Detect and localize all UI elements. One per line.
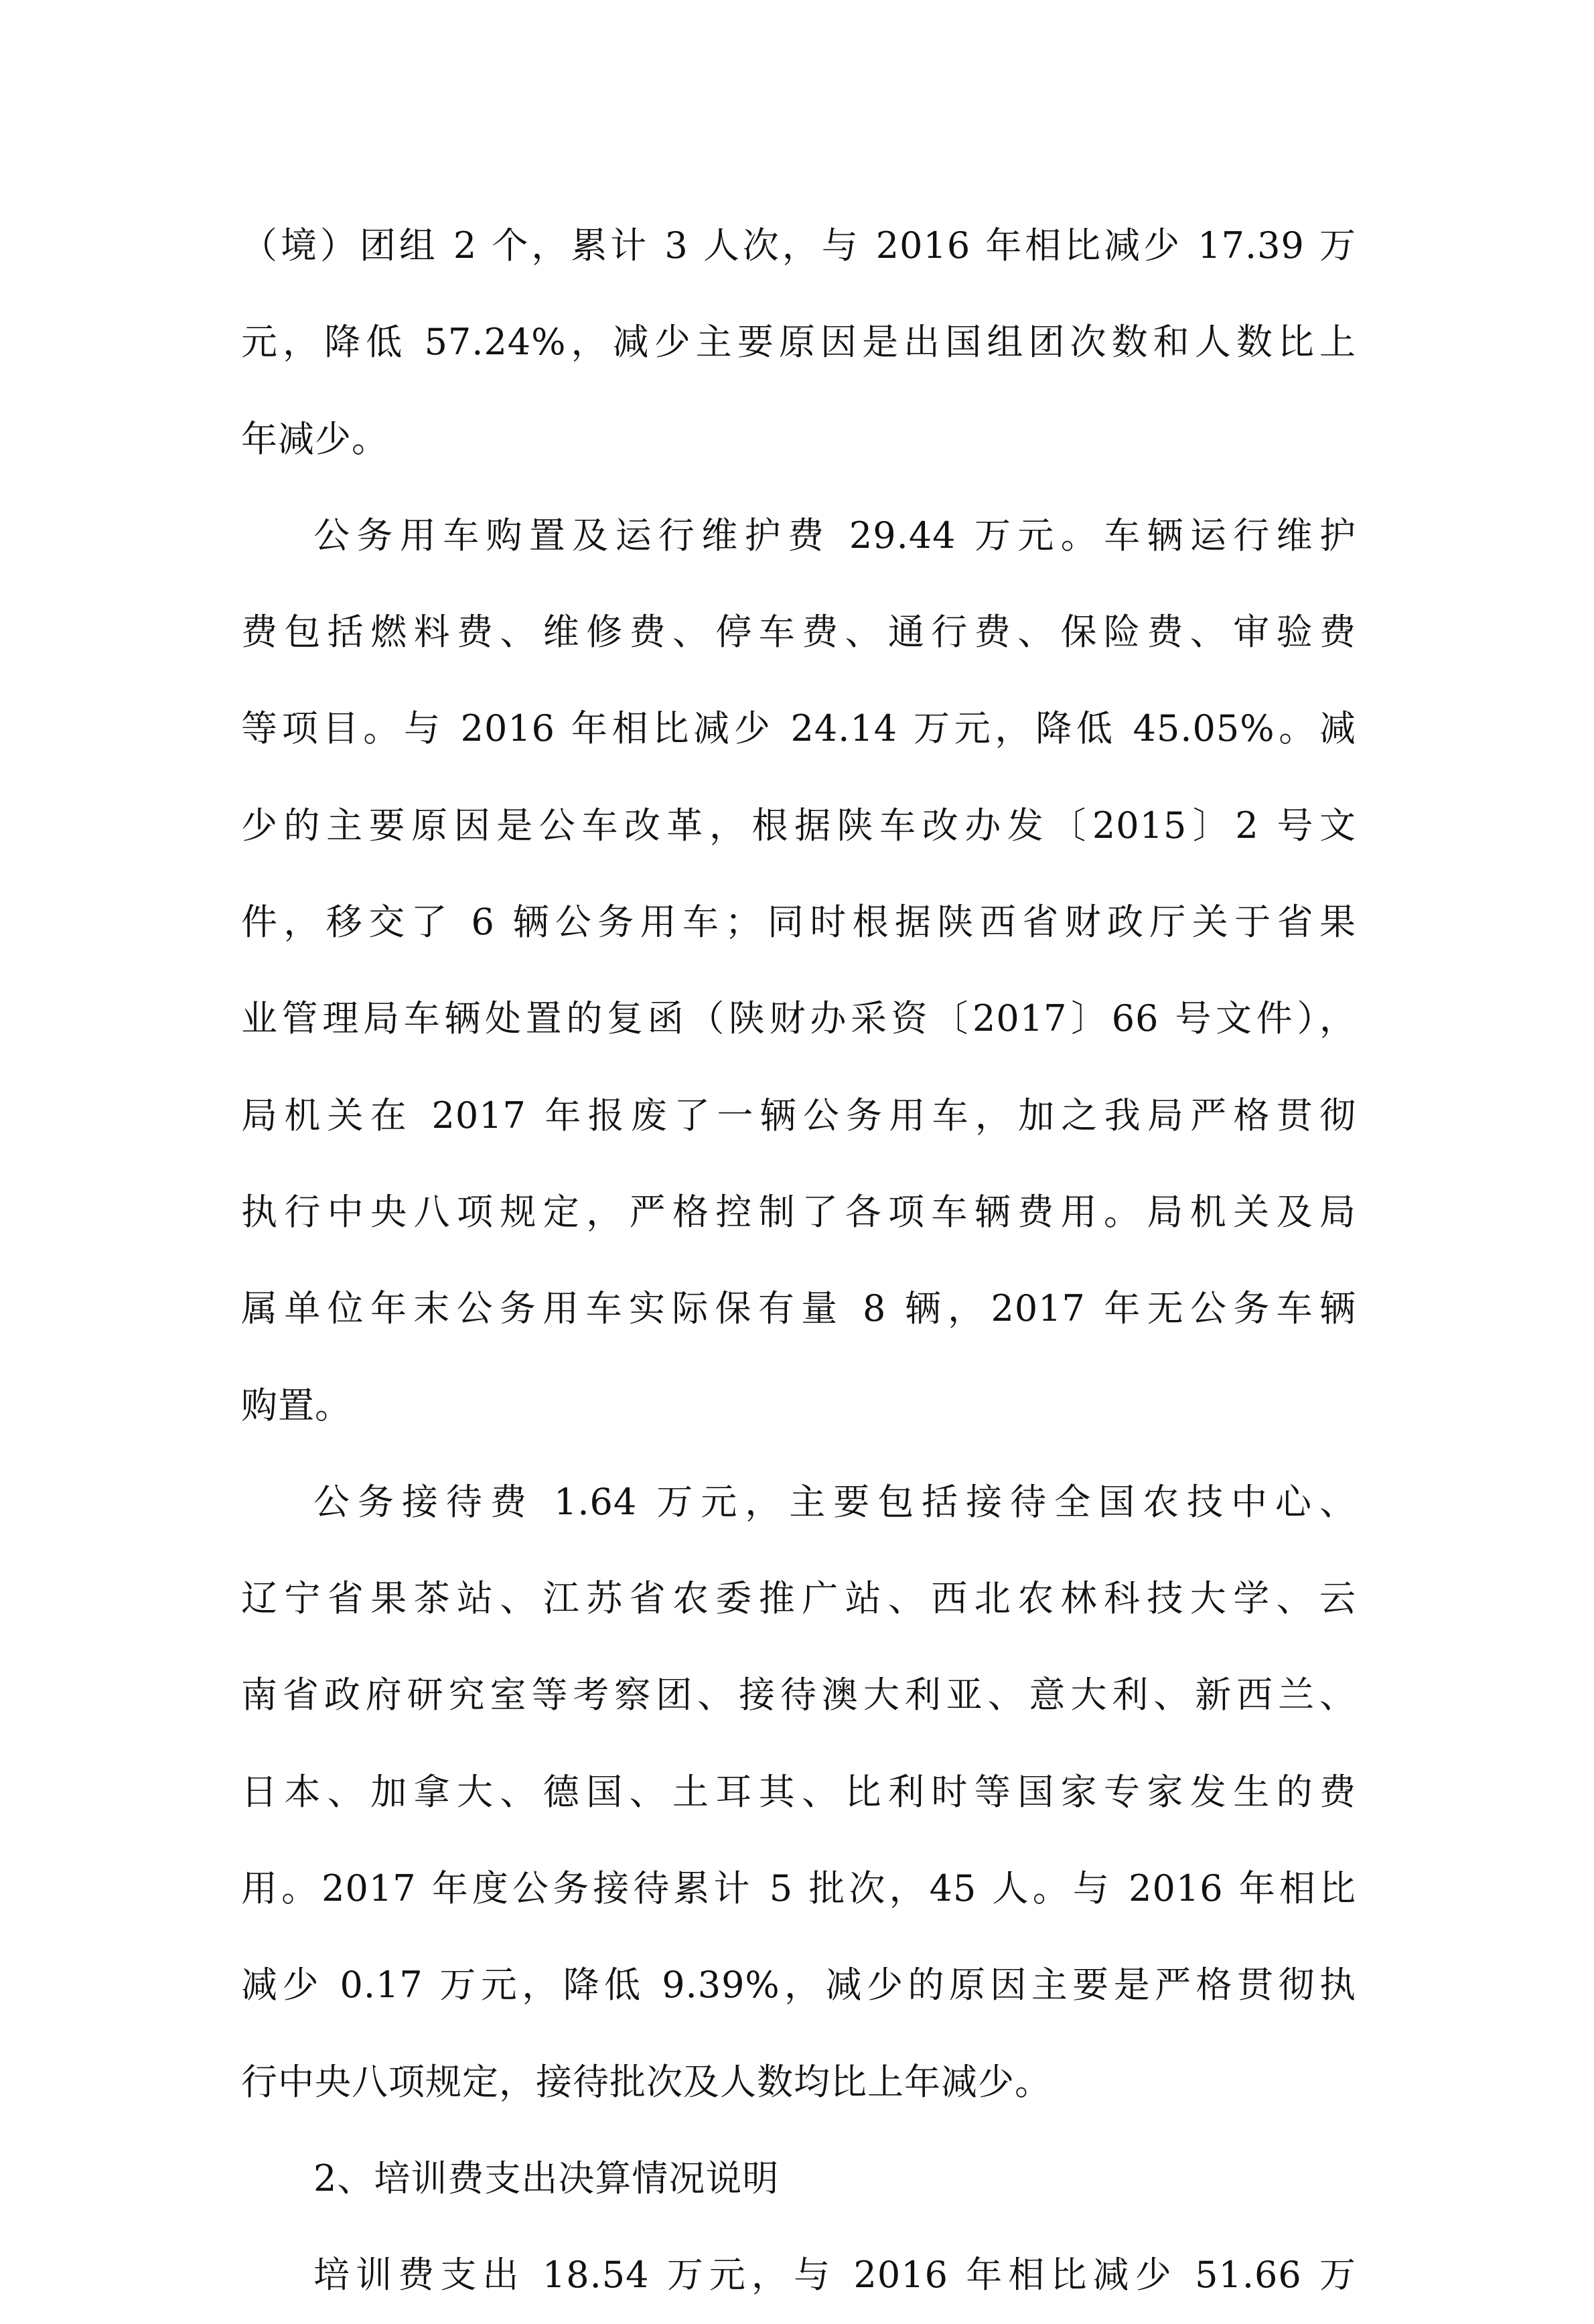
text-line: 费包括燃料费、维修费、停车费、通行费、保险费、审验费 — [241, 611, 1356, 654]
text-line: 少的主要原因是公车改革，根据陕车改办发〔2015〕2 号文 — [241, 804, 1356, 847]
text-line: 业管理局车辆处置的复函（陕财办采资〔2017〕66 号文件）， — [241, 997, 1356, 1040]
text-line: 元，降低 57.24%，减少主要原因是出国组团次数和人数比上 — [241, 321, 1356, 364]
text-line: 购置。 — [241, 1384, 352, 1427]
text-line: 减少 0.17 万元，降低 9.39%，减少的原因主要是严格贯彻执 — [241, 1964, 1356, 2007]
text-line: 2、培训费支出决算情况说明 — [313, 2157, 780, 2199]
text-line: 公务用车购置及运行维护费 29.44 万元。车辆运行维护 — [313, 514, 1356, 557]
text-line: 件，移交了 6 辆公务用车；同时根据陕西省财政厅关于省果 — [241, 901, 1356, 944]
paragraph-5 — [241, 2227, 1356, 2323]
text-line: （境）团组 2 个，累计 3 人次，与 2016 年相比减少 17.39 万 — [241, 224, 1356, 267]
text-line: 南省政府研究室等考察团、接待澳大利亚、意大利、新西兰、 — [241, 1674, 1356, 1717]
section-heading — [241, 2130, 1356, 2227]
text-line: 辽宁省果茶站、江苏省农委推广站、西北农林科技大学、云 — [241, 1577, 1356, 1620]
document-body — [241, 198, 1356, 2324]
text-line: 公务接待费 1.64 万元，主要包括接待全国农技中心、 — [313, 1480, 1356, 1523]
text-line: 培训费支出 18.54 万元，与 2016 年相比减少 51.66 万 — [313, 2254, 1356, 2297]
text-line: 用。2017 年度公务接待累计 5 批次，45 人。与 2016 年相比 — [241, 1867, 1356, 1910]
text-line: 行中央八项规定，接待批次及人数均比上年减少。 — [241, 2060, 1052, 2103]
text-line: 等项目。与 2016 年相比减少 24.14 万元，降低 45.05%。减 — [241, 707, 1356, 750]
text-line: 年减少。 — [241, 417, 388, 460]
text-line: 执行中央八项规定，严格控制了各项车辆费用。局机关及局 — [241, 1190, 1356, 1233]
text-line: 属单位年末公务用车实际保有量 8 辆，2017 年无公务车辆 — [241, 1287, 1356, 1330]
paragraph-1 — [241, 198, 1356, 488]
paragraph-3 — [241, 1454, 1356, 2130]
paragraph-2 — [241, 488, 1356, 1454]
text-line: 局机关在 2017 年报废了一辆公务用车，加之我局严格贯彻 — [241, 1094, 1356, 1137]
text-line: 日本、加拿大、德国、土耳其、比利时等国家专家发生的费 — [241, 1770, 1356, 1813]
